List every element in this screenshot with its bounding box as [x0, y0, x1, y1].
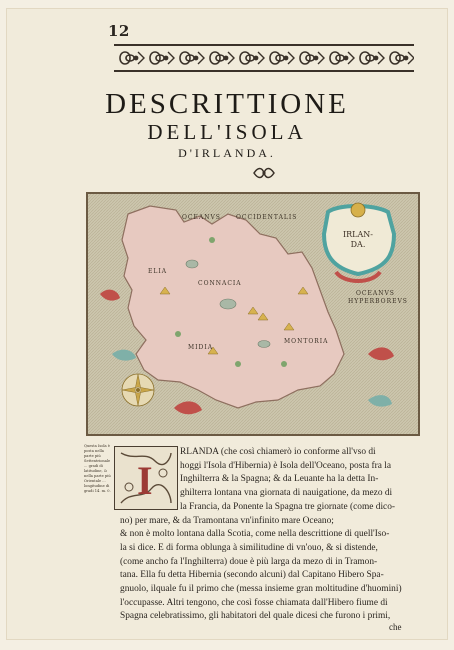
cartouche-line-1: IRLAN-: [343, 230, 373, 239]
text-line: Inghilterra & la Spagna; & da Leuante ha la detta In-: [180, 474, 379, 485]
sea-label-oceanus: OCEANVS: [182, 214, 221, 221]
text-line: & non è molto lontana dalla Scotia, come nella descrittione di quell'Iso-: [120, 529, 390, 540]
title-line-3: D'IRLANDA.: [178, 146, 276, 160]
catchword: che: [389, 622, 402, 632]
margin-note: Questa Isola è posta nella parte più Settentrionale ... gradi di latitudine, & nella parte più Orientale ... longitudine di gradi 14. m. 0.: [84, 444, 111, 493]
cartouche-label: [338, 230, 378, 250]
region-label-elia: ELIA: [148, 268, 168, 275]
sea-label-hyperboreus: HYPERBOREVS: [348, 298, 408, 305]
text-line: l'occupasse. Altri tengono, che così fosse chiamata dall'Hibero fiume di: [120, 597, 388, 608]
sea-label-oceanus-2: OCEANVS: [356, 290, 395, 297]
map-of-ireland: [86, 192, 420, 436]
text-line: gnuolo, ilquale fu il primo che (messa insieme gran moltitudine d'huomini): [120, 584, 402, 595]
region-label-midia: MIDIA: [188, 344, 214, 351]
text-line: tana. Ella fu detta Hibernia (secondo alcuni) dal Capitano Hibero Spa-: [120, 570, 384, 581]
text-line: no) per mare, & da Tramontana vn'infinito mare Oceano;: [120, 515, 334, 526]
ornament-band: [114, 44, 414, 72]
region-label-connacia: CONNACIA: [198, 280, 242, 287]
initial-letter: I: [137, 458, 153, 503]
body-text: [120, 446, 420, 624]
text-line: hoggi l'Isola d'Hibernia) è Isola dell'Oceano, posta fra la: [180, 460, 391, 471]
text-line: Spagna celebratissimo, gli habitatori del quale dicesi che furono i primi,: [120, 611, 391, 622]
text-line: la si dice. E di forma oblunga à similitudine di vn'ouo, & si distende,: [120, 542, 378, 553]
sea-label-occidentalis: OCCIDENTALIS: [236, 214, 298, 221]
title-line-1: DESCRITTIONE: [105, 88, 349, 120]
page-number: 12: [108, 22, 130, 40]
cartouche-line-2: DA.: [350, 240, 366, 249]
title-line-2: DELL'ISOLA: [147, 120, 307, 144]
region-label-montoria: MONTORIA: [284, 338, 329, 345]
compass-rose: [122, 374, 154, 406]
text-line: RLANDA (che così chiamerò io conforme all'vso di: [180, 447, 376, 457]
fleuron-icon: [252, 166, 276, 180]
text-line: la Francia, da Ponente la Spagna tre giornate (come dico-: [180, 501, 396, 512]
text-line: ghilterra lontana vna giornata di nauigatione, da mezo di: [180, 488, 393, 499]
text-line: (come ancho fa l'Inghilterra) doue è più larga da mezo di in Tramon-: [120, 556, 378, 567]
